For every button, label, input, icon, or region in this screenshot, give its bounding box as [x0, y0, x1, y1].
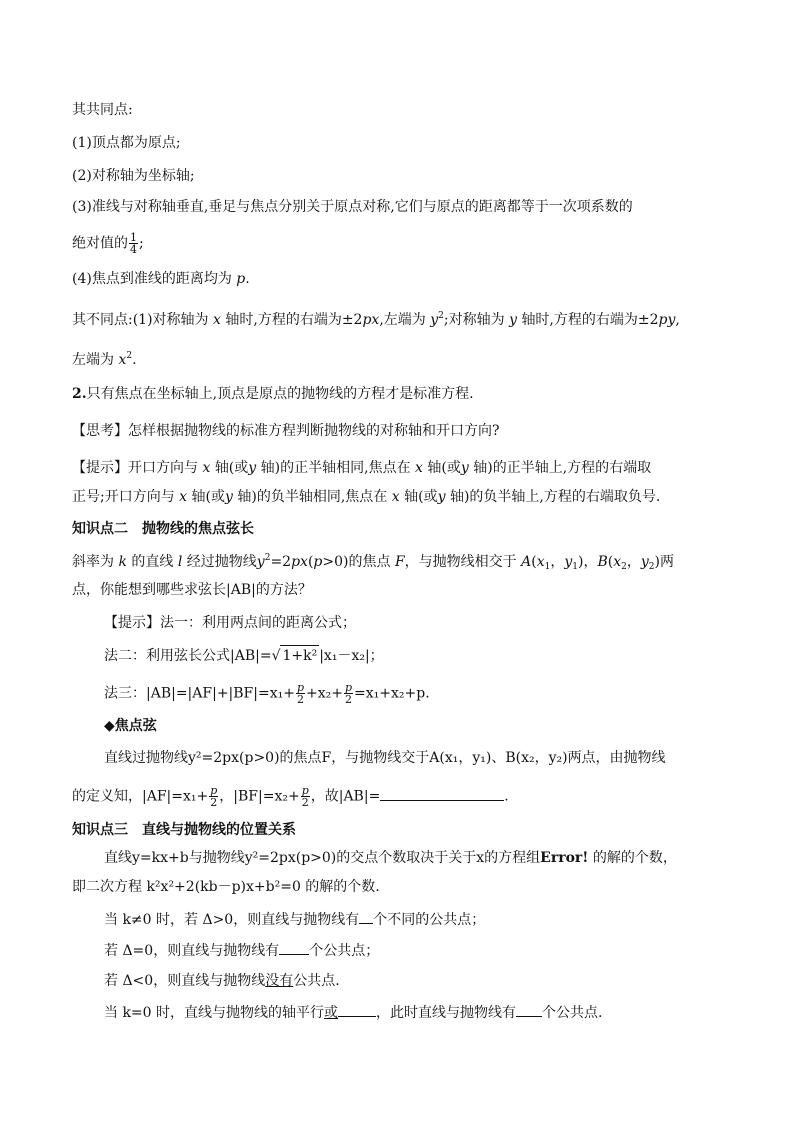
- focal-chord-line-1: 直线过抛物线y²=2px(p>0)的焦点F，与抛物线交于A(x₁，y₁)、B(x₂，y₂)两点，由抛物线: [104, 750, 666, 766]
- common-point-2: (2)对称轴为坐标轴;: [72, 168, 195, 184]
- think-label: 【思考】: [72, 423, 128, 439]
- kp2-question-2: 点，你能想到哪些求弦长|AB|的方法？: [72, 582, 312, 598]
- kp2-method-3: [104, 682, 734, 705]
- denominator: 4: [130, 243, 137, 256]
- text: 个公共点.: [542, 1005, 603, 1021]
- fraction: [344, 682, 353, 705]
- text: 绝对值的: [72, 235, 128, 252]
- denominator: 2: [345, 693, 352, 706]
- common-point-3-cont: 绝对值的 $\frac{1}{4}$ ;: [72, 231, 144, 256]
- note-text: 只有焦点在坐标轴上,顶点是原点的抛物线的方程才是标准方程.: [86, 386, 474, 402]
- text: (: [307, 554, 314, 570]
- text: ，|BF|=x₂+: [219, 788, 300, 805]
- kp2-method-1: [104, 613, 734, 633]
- think-question: [72, 421, 734, 441]
- text: 公共点.: [293, 973, 340, 989]
- fraction: [129, 232, 138, 255]
- text: +x₂+: [306, 685, 343, 702]
- text: 的定义知，|AF|=x₁+: [72, 788, 209, 805]
- denominator: 2: [301, 796, 309, 809]
- hint-label: 【提示】: [72, 460, 128, 476]
- note-number: 2.: [72, 386, 87, 402]
- sqrt-content: 1+k²: [280, 645, 319, 666]
- text: 直线y=kx+b与抛物线y²=2px(p>0)的交点个数取决于关于x的方程组: [104, 850, 541, 866]
- text: ，此时直线与抛物线有: [376, 1005, 517, 1021]
- diff-line-2: 左端为 $x^2$.: [72, 351, 137, 368]
- text: 其不同点:(1)对称轴为: [72, 312, 209, 328]
- text: =2: [270, 554, 292, 570]
- text: 的直线: [131, 554, 174, 570]
- kp3-case-4: [104, 1002, 734, 1023]
- focal-chord-line-2: [72, 785, 734, 808]
- fraction: [296, 682, 305, 705]
- text: 轴(或: [191, 489, 225, 505]
- answer-blank[interactable]: [516, 1002, 542, 1017]
- text: >0)的焦点: [322, 554, 391, 570]
- numerator: p: [301, 784, 309, 797]
- text: 轴)的正半轴相同,焦点在: [260, 460, 411, 476]
- text: 轴(或: [404, 489, 438, 505]
- underlined-text: 没有: [265, 973, 294, 989]
- hint-label: 【提示】: [104, 615, 160, 631]
- common-point-1: (1)顶点都为原点;: [72, 135, 181, 151]
- text: 若 Δ=0，则直线与抛物线有: [104, 943, 280, 959]
- numerator: p: [344, 681, 353, 694]
- common-title: 其共同点:: [72, 102, 133, 118]
- text: ，与抛物线相交于: [404, 554, 517, 570]
- text: 若 Δ<0，则直线与抛物线: [104, 973, 266, 989]
- text: ;对称轴为: [443, 312, 505, 328]
- kp3-line-1: [104, 848, 734, 868]
- text: 轴(或: [427, 460, 461, 476]
- answer-blank[interactable]: [380, 786, 504, 801]
- kp2-question-1: 斜率为 k 的直线 l 经过抛物线$y^2=2px(p>0)$的焦点 F，与抛物线相交于 $A(x_1$，$y_1$)，$B(x_2$，$y_2$)两: [72, 553, 674, 572]
- underlined-text: 或: [324, 1005, 339, 1021]
- text: 个不同的公共点；: [373, 912, 486, 928]
- kp3-case-3: [104, 971, 734, 991]
- denominator: 2: [210, 796, 218, 809]
- text: ，故|AB|=: [310, 788, 381, 805]
- fraction: [301, 785, 310, 808]
- kp2-method-2: 法二：利用弦长公式|AB|=√ 1+k² |x₁－x₂|；: [104, 645, 734, 666]
- numerator: p: [296, 681, 305, 694]
- text: 轴时,方程的右端为±2: [521, 312, 659, 328]
- answer-blank[interactable]: [359, 909, 373, 924]
- text: 个公共点；: [309, 943, 380, 959]
- text: 两: [660, 554, 674, 570]
- hint-line-2: 正号;开口方向与 x 轴(或y 轴)的负半轴相同,焦点在 x 轴(或y 轴)的负半轴上,方程的右端取负号.: [72, 489, 661, 505]
- text: 当 k≠0 时，若 Δ>0，则直线与抛物线有: [104, 912, 360, 928]
- text: 左端为: [72, 352, 114, 368]
- note-2: [72, 384, 734, 404]
- diff-line-1: 其不同点:(1)对称轴为 x 轴时,方程的右端为±2px,左端为 $y^2$;对称轴为 y 轴时,方程的右端为±2py,: [72, 311, 680, 328]
- kp3-case-2: [104, 940, 734, 961]
- text: |x₁－x₂|；: [319, 648, 384, 664]
- kp3-heading: 知识点三 直线与抛物线的位置关系: [72, 822, 296, 838]
- text: 经过抛物线: [186, 554, 257, 570]
- answer-blank[interactable]: [279, 940, 309, 955]
- kp3-case-1: [104, 909, 734, 930]
- denominator: 2: [296, 693, 304, 706]
- kp2-heading: 知识点二 抛物线的焦点弦长: [72, 521, 254, 537]
- text: 正号;开口方向与: [72, 489, 175, 505]
- fraction: [209, 785, 218, 808]
- text: 轴)的负半轴相同,焦点在: [237, 489, 388, 505]
- text: 轴(或: [214, 460, 249, 476]
- var-p: p: [236, 271, 246, 287]
- text: 的解的个数，: [592, 850, 677, 866]
- think-text: 怎样根据抛物线的标准方程判断抛物线的对称轴和开口方向?: [128, 423, 500, 439]
- numerator: 1: [130, 231, 137, 244]
- text: 法一：利用两点间的距离公式；: [160, 615, 356, 631]
- text: 法三：|AB|=|AF|+|BF|=x₁+: [104, 685, 295, 702]
- kp3-line-2: 即二次方程 k²x²+2(kb－p)x+b²=0 的解的个数.: [72, 879, 380, 895]
- text: 轴)的负半轴上,方程的右端取负号.: [449, 489, 661, 505]
- text: 开口方向与: [128, 460, 198, 476]
- text: 斜率为: [72, 554, 114, 570]
- focal-chord-title: ◆焦点弦: [104, 718, 157, 734]
- text: ,: [675, 312, 680, 328]
- text: =x₁+x₂+p.: [354, 685, 430, 702]
- numerator: p: [210, 784, 218, 797]
- common-point-3: (3)准线与对称轴垂直,垂足与焦点分别关于原点对称,它们与原点的距离都等于一次项系数的: [72, 199, 633, 215]
- text: 法二：利用弦长公式|AB|=: [104, 648, 272, 664]
- common-point-4: (4)焦点到准线的距离均为 p.: [72, 271, 250, 287]
- answer-blank[interactable]: [338, 1002, 376, 1017]
- text: 当 k=0 时，直线与抛物线的轴平行: [104, 1005, 325, 1021]
- error-field: Error!: [540, 850, 589, 866]
- text: (4)焦点到准线的距离均为: [72, 271, 232, 287]
- text: 轴)的正半轴上,方程的右端取: [473, 460, 652, 476]
- text: 轴时,方程的右端为±2: [225, 312, 363, 328]
- text: .: [504, 788, 509, 805]
- hint-line-1: 【提示】开口方向与 x 轴(或y 轴)的正半轴相同,焦点在 x 轴(或y 轴)的正半轴上,方程的右端取: [72, 460, 652, 476]
- text: ,左端为: [379, 312, 426, 328]
